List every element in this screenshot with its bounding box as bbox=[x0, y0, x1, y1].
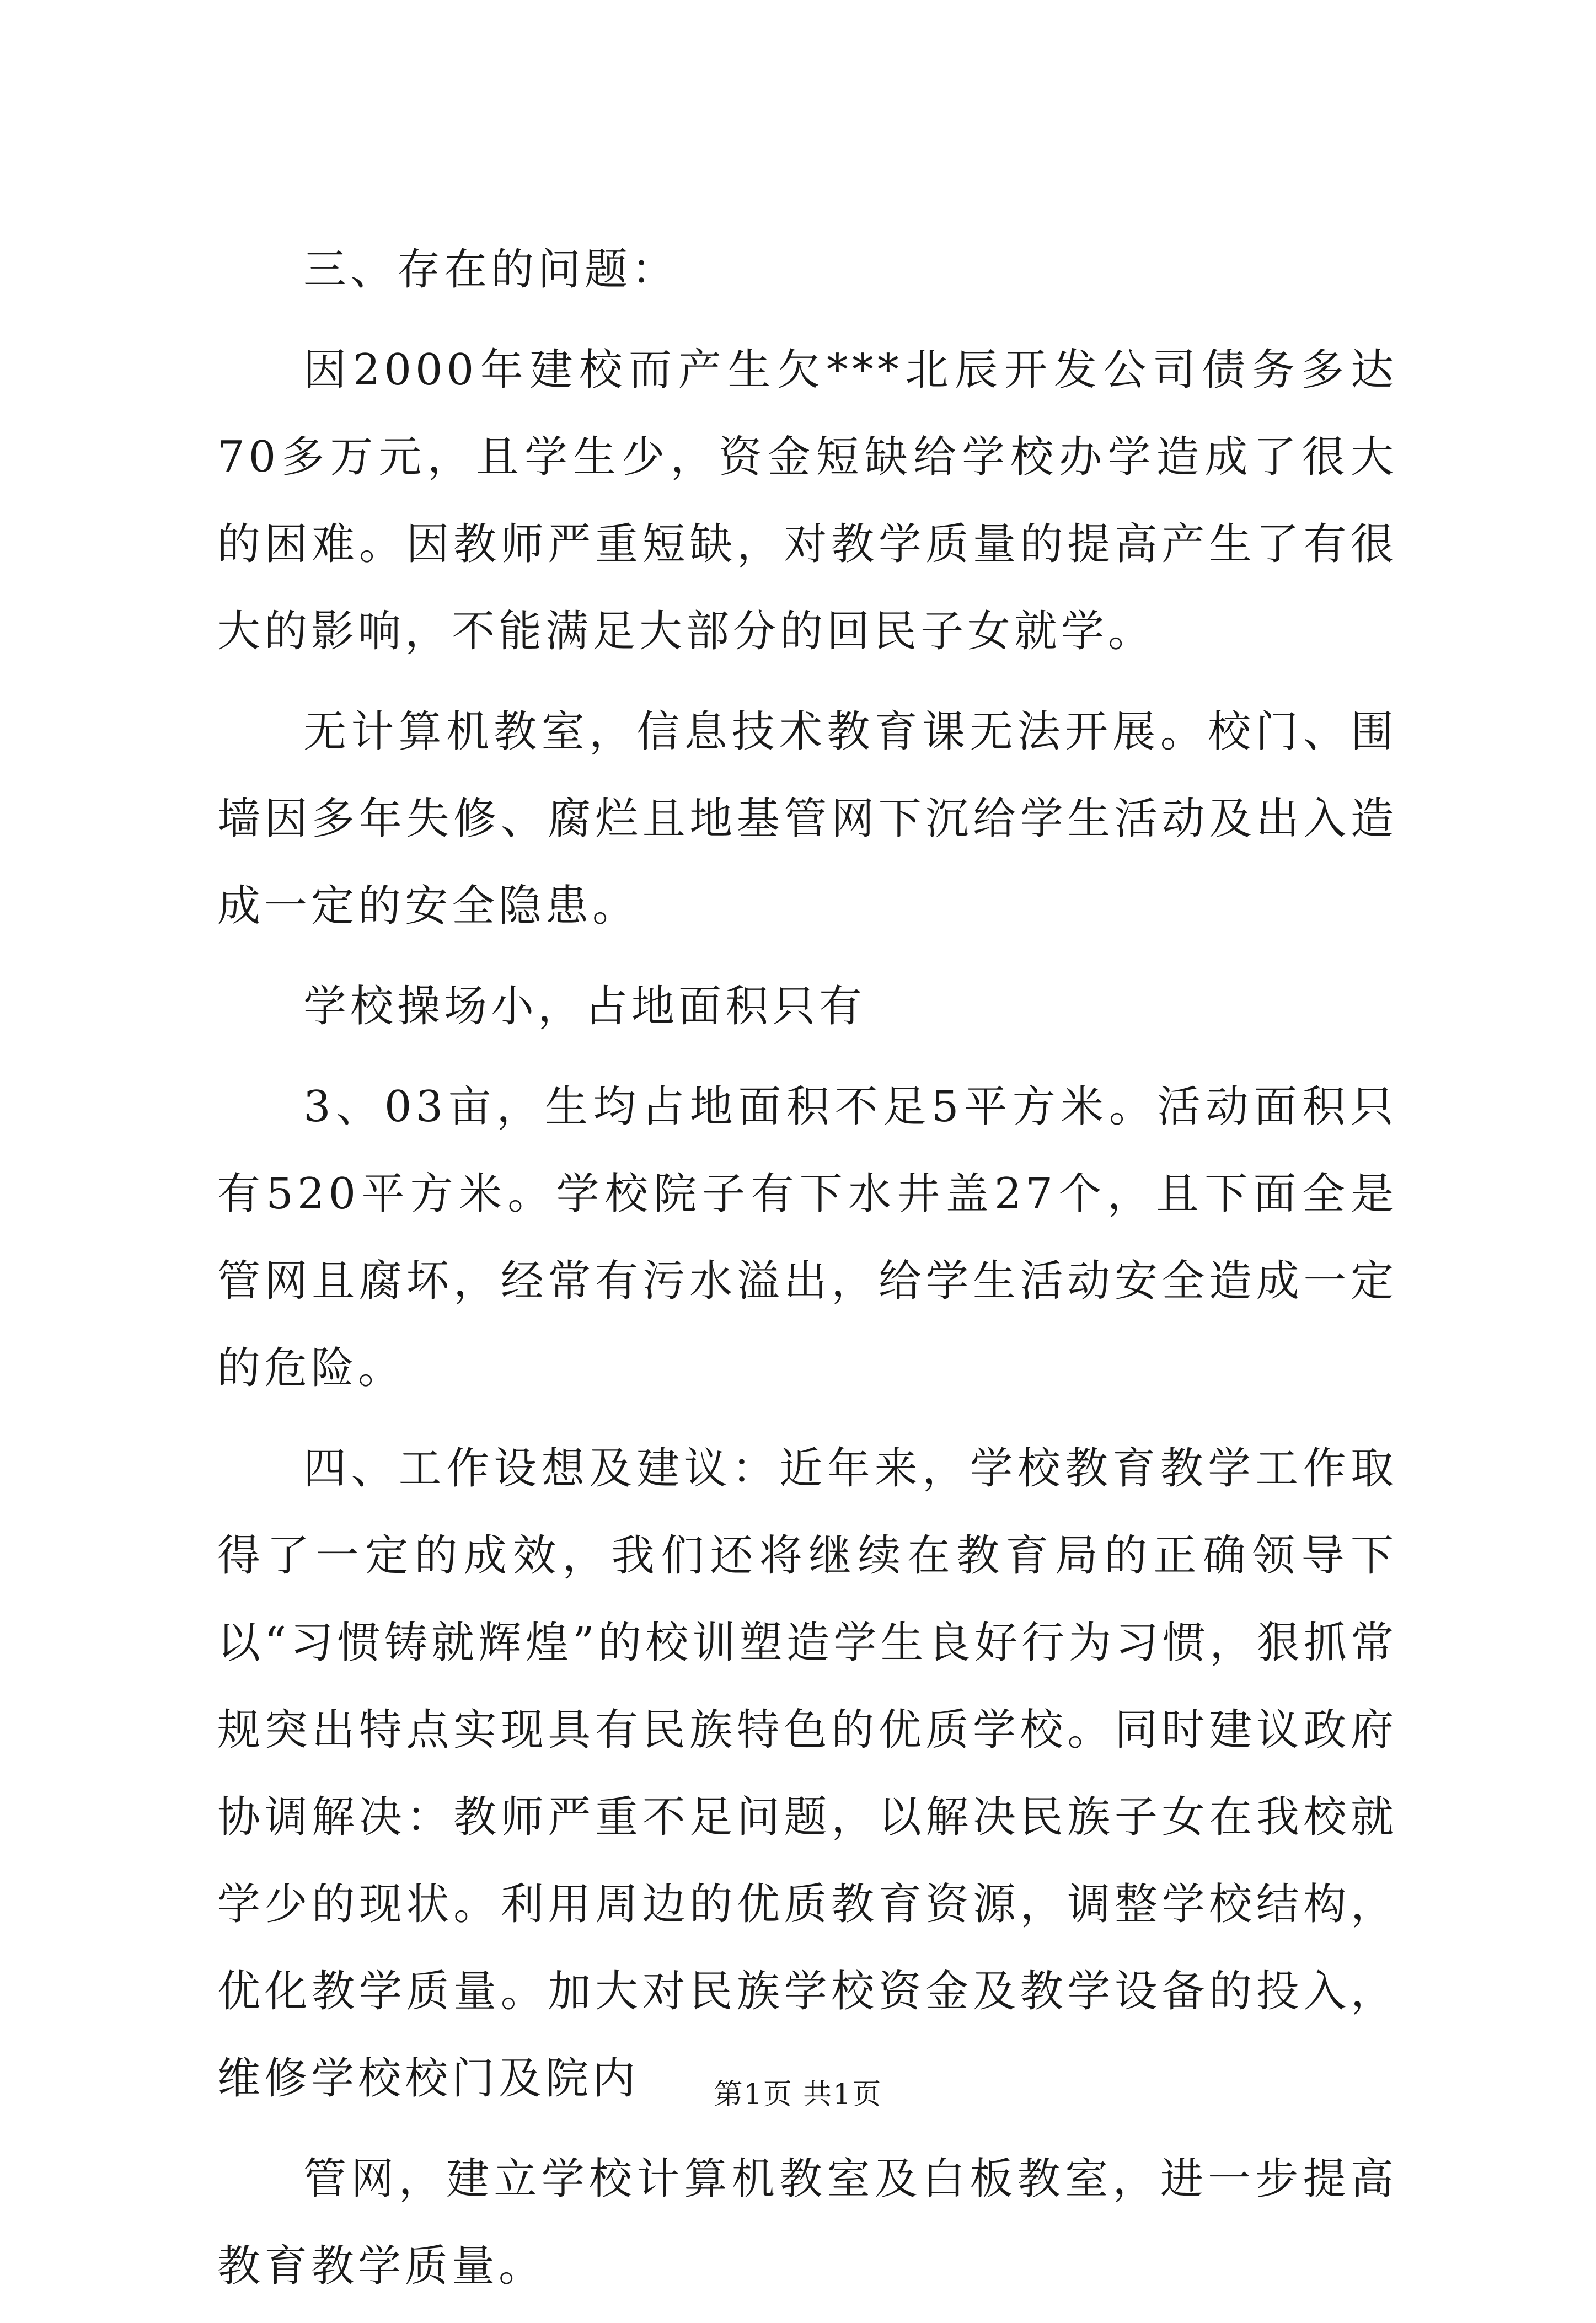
paragraph-suggestions: 四、工作设想及建议：近年来，学校教育教学工作取得了一定的成效，我们还将继续在教育局的正确领导下以“习惯铸就辉煌”的校训塑造学生良好行为习惯，狠抓常规突出特点实现具有民族特色的优质学校。同时建议政府协调解决：教师严重不足问题，以解决民族子女在我校就学少的现状。利用周边的优质教育资源，调整学校结构，优化教学质量。加大对民族学校资金及教学设备的投入，维修学校校门及院内 bbox=[217, 1444, 1397, 2103]
paragraph-debt: 因2000年建校而产生欠***北辰开发公司债务多达70多万元，且学生少，资金短缺给学校办学造成了很大的困难。因教师严重短缺，对教学质量的提高产生了有很大的影响，不能满足大部分的回民子女就学。 bbox=[217, 345, 1397, 656]
paragraph-area: 3、03亩，生均占地面积不足5平方米。活动面积只有520平方米。学校院子有下水井盖27个，且下面全是管网且腐坏，经常有污水溢出，给学生活动安全造成一定的危险。 bbox=[217, 1082, 1397, 1393]
section-heading-problems: 三、存在的问题： bbox=[303, 245, 679, 295]
page-footer: 第1页 共1页 bbox=[714, 2078, 882, 2111]
paragraph-playground: 学校操场小，占地面积只有 bbox=[303, 982, 866, 1031]
paragraph-network: 管网，建立学校计算机教室及白板教室，进一步提高教育教学质量。 bbox=[217, 2154, 1397, 2291]
paragraph-facilities: 无计算机教室，信息技术教育课无法开展。校门、围墙因多年失修、腐烂且地基管网下沉给学生活动及出入造成一定的安全隐患。 bbox=[217, 707, 1397, 931]
document-body bbox=[217, 226, 1397, 2323]
